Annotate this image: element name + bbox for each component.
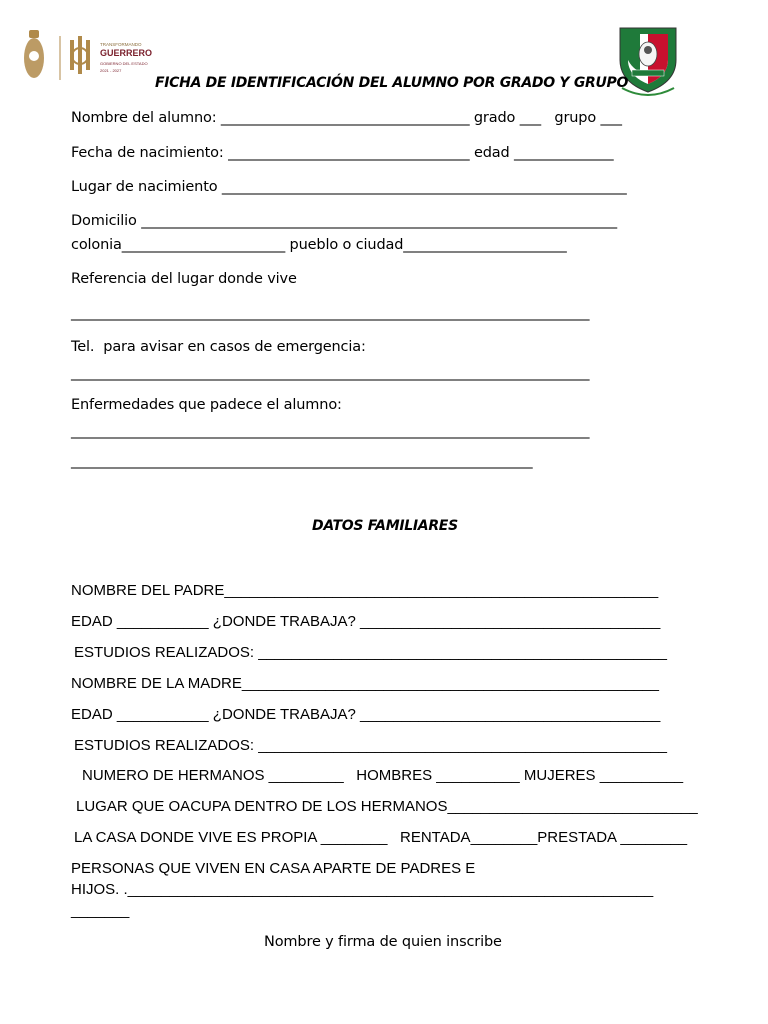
logo-line2: GUERRERO [100, 48, 153, 58]
siblings-field[interactable]: NUMERO DE HERMANOS _________ HOMBRES __________ MUJERES __________ [82, 767, 684, 784]
neighborhood-city-field[interactable]: colonia_______________________ pueblo o ciudad_______________________ [71, 237, 567, 253]
other-residents-field-cont[interactable]: _______ [71, 902, 130, 919]
signature-label: Nombre y firma de quien inscribe [264, 934, 502, 950]
housing-type-field[interactable]: LA CASA DONDE VIVE ES PROPIA ________ RENTADA________PRESTADA ________ [74, 829, 688, 846]
emergency-phone-label: Tel. para avisar en casos de emergencia: [71, 339, 366, 355]
logo-line4: 2021 - 2027 [100, 68, 122, 73]
reference-label: Referencia del lugar donde vive [71, 271, 297, 287]
family-heading: DATOS FAMILIARES [312, 518, 458, 534]
birthdate-field[interactable]: Fecha de nacimiento: __________________________________ edad ______________ [71, 145, 614, 161]
other-residents-field[interactable]: HIJOS. ._______________________________________________________________ [71, 881, 654, 898]
father-age-work-field[interactable]: EDAD ___________ ¿DONDE TRABAJA? ____________________________________ [71, 613, 661, 630]
mother-studies-field[interactable]: ESTUDIOS REALIZADOS: _________________________________________________ [74, 737, 667, 754]
guerrero-government-logo [20, 26, 153, 86]
logo-line1: TRANSFORMANDO [100, 42, 142, 47]
student-name-field[interactable]: Nombre del alumno: ___________________________________ grado ___ grupo ___ [71, 110, 622, 126]
reference-field[interactable]: _________________________________________________________________________ [71, 305, 590, 321]
birthplace-field[interactable]: Lugar de nacimiento _________________________________________________________ [71, 179, 627, 195]
illnesses-field-1[interactable]: _________________________________________________________________________ [71, 423, 590, 439]
father-studies-field[interactable]: ESTUDIOS REALIZADOS: _________________________________________________ [74, 644, 667, 661]
mother-age-work-field[interactable]: EDAD ___________ ¿DONDE TRABAJA? ____________________________________ [71, 706, 661, 723]
other-residents-label: PERSONAS QUE VIVEN EN CASA APARTE DE PADRES E [71, 860, 476, 877]
illnesses-label: Enfermedades que padece el alumno: [71, 397, 342, 413]
logo-line3: GOBIERNO DEL ESTADO [100, 61, 148, 66]
mother-name-field[interactable]: NOMBRE DE LA MADRE__________________________________________________ [71, 675, 659, 692]
form-title: FICHA DE IDENTIFICACIÓN DEL ALUMNO POR GRADO Y GRUPO [155, 75, 629, 91]
emergency-phone-field[interactable]: _________________________________________________________________________ [71, 365, 590, 381]
sibling-position-field[interactable]: LUGAR QUE OACUPA DENTRO DE LOS HERMANOS______________________________ [76, 798, 698, 815]
illnesses-field-2[interactable]: _________________________________________________________________ [71, 453, 533, 469]
address-field[interactable]: Domicilio ___________________________________________________________________ [71, 213, 617, 229]
father-name-field[interactable]: NOMBRE DEL PADRE____________________________________________________ [71, 582, 659, 599]
